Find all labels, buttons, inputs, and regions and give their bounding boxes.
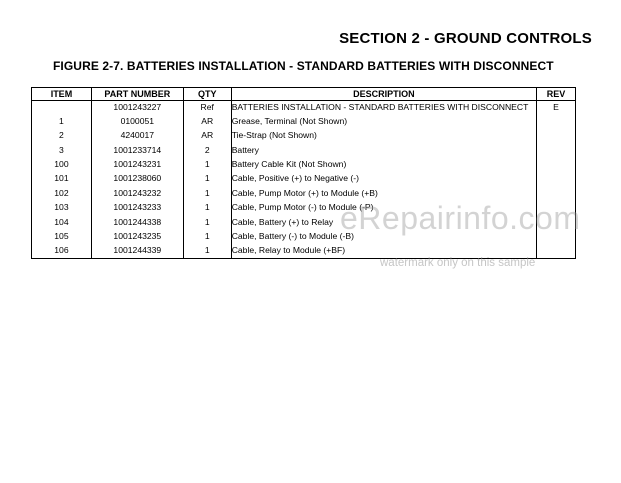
- rev-cell: [537, 172, 576, 186]
- qty-cell: 1: [183, 244, 231, 258]
- description-cell: Tie-Strap (Not Shown): [231, 129, 536, 143]
- table-row: [32, 216, 576, 230]
- qty-cell: 1: [183, 187, 231, 201]
- item-cell: 3: [32, 144, 92, 158]
- table-row: [32, 230, 576, 244]
- description-cell: Cable, Pump Motor (-) to Module (-P): [231, 201, 536, 215]
- header-part-number: PART NUMBER: [91, 88, 183, 101]
- part-number-cell: 0100051: [91, 115, 183, 129]
- qty-cell: 1: [183, 201, 231, 215]
- qty-cell: 1: [183, 230, 231, 244]
- section-title: SECTION 2 - GROUND CONTROLS: [339, 30, 592, 47]
- description-cell: Grease, Terminal (Not Shown): [231, 115, 536, 129]
- header-description: DESCRIPTION: [231, 88, 536, 101]
- parts-table-body: [32, 101, 576, 259]
- header-item: ITEM: [32, 88, 92, 101]
- part-number-cell: 1001233714: [91, 144, 183, 158]
- rev-cell: [537, 144, 576, 158]
- table-row: [32, 187, 576, 201]
- description-cell: Battery: [231, 144, 536, 158]
- qty-cell: AR: [183, 129, 231, 143]
- rev-cell: [537, 187, 576, 201]
- qty-cell: 2: [183, 144, 231, 158]
- part-number-cell: 1001243227: [91, 101, 183, 115]
- rev-cell: [537, 230, 576, 244]
- item-cell: 2: [32, 129, 92, 143]
- rev-cell: [537, 158, 576, 172]
- table-row: [32, 244, 576, 258]
- rev-cell: E: [537, 101, 576, 115]
- header-rev: REV: [537, 88, 576, 101]
- table-row: [32, 129, 576, 143]
- rev-cell: [537, 129, 576, 143]
- item-cell: 104: [32, 216, 92, 230]
- header-qty: QTY: [183, 88, 231, 101]
- table-row: [32, 158, 576, 172]
- figure-title: FIGURE 2-7. BATTERIES INSTALLATION - STANDARD BATTERIES WITH DISCONNECT: [53, 59, 554, 73]
- rev-cell: [537, 201, 576, 215]
- watermark-logo: eRepairinfo.com: [340, 200, 581, 236]
- part-number-cell: 4240017: [91, 129, 183, 143]
- table-header-row: [32, 88, 576, 101]
- watermark-note: watermark only on this sample: [380, 257, 536, 269]
- parts-table: [31, 87, 576, 259]
- item-cell: 101: [32, 172, 92, 186]
- part-number-cell: 1001243232: [91, 187, 183, 201]
- part-number-cell: 1001244338: [91, 216, 183, 230]
- table-row: [32, 172, 576, 186]
- description-cell: Cable, Pump Motor (+) to Module (+B): [231, 187, 536, 201]
- rev-cell: [537, 115, 576, 129]
- item-cell: 1: [32, 115, 92, 129]
- description-cell: Cable, Relay to Module (+BF): [231, 244, 536, 258]
- qty-cell: 1: [183, 158, 231, 172]
- part-number-cell: 1001243233: [91, 201, 183, 215]
- part-number-cell: 1001238060: [91, 172, 183, 186]
- table-row: [32, 201, 576, 215]
- description-cell: BATTERIES INSTALLATION - STANDARD BATTERIES WITH DISCONNECT: [231, 101, 536, 115]
- description-cell: Cable, Battery (+) to Relay: [231, 216, 536, 230]
- description-cell: Cable, Battery (-) to Module (-B): [231, 230, 536, 244]
- table-row: [32, 144, 576, 158]
- part-number-cell: 1001243231: [91, 158, 183, 172]
- part-number-cell: 1001244339: [91, 244, 183, 258]
- table-row: [32, 115, 576, 129]
- table-row: [32, 101, 576, 115]
- qty-cell: 1: [183, 172, 231, 186]
- part-number-cell: 1001243235: [91, 230, 183, 244]
- item-cell: 102: [32, 187, 92, 201]
- item-cell: 106: [32, 244, 92, 258]
- description-cell: Cable, Positive (+) to Negative (-): [231, 172, 536, 186]
- qty-cell: Ref: [183, 101, 231, 115]
- item-cell: 105: [32, 230, 92, 244]
- item-cell: [32, 101, 92, 115]
- rev-cell: [537, 244, 576, 258]
- qty-cell: AR: [183, 115, 231, 129]
- item-cell: 103: [32, 201, 92, 215]
- item-cell: 100: [32, 158, 92, 172]
- description-cell: Battery Cable Kit (Not Shown): [231, 158, 536, 172]
- rev-cell: [537, 216, 576, 230]
- qty-cell: 1: [183, 216, 231, 230]
